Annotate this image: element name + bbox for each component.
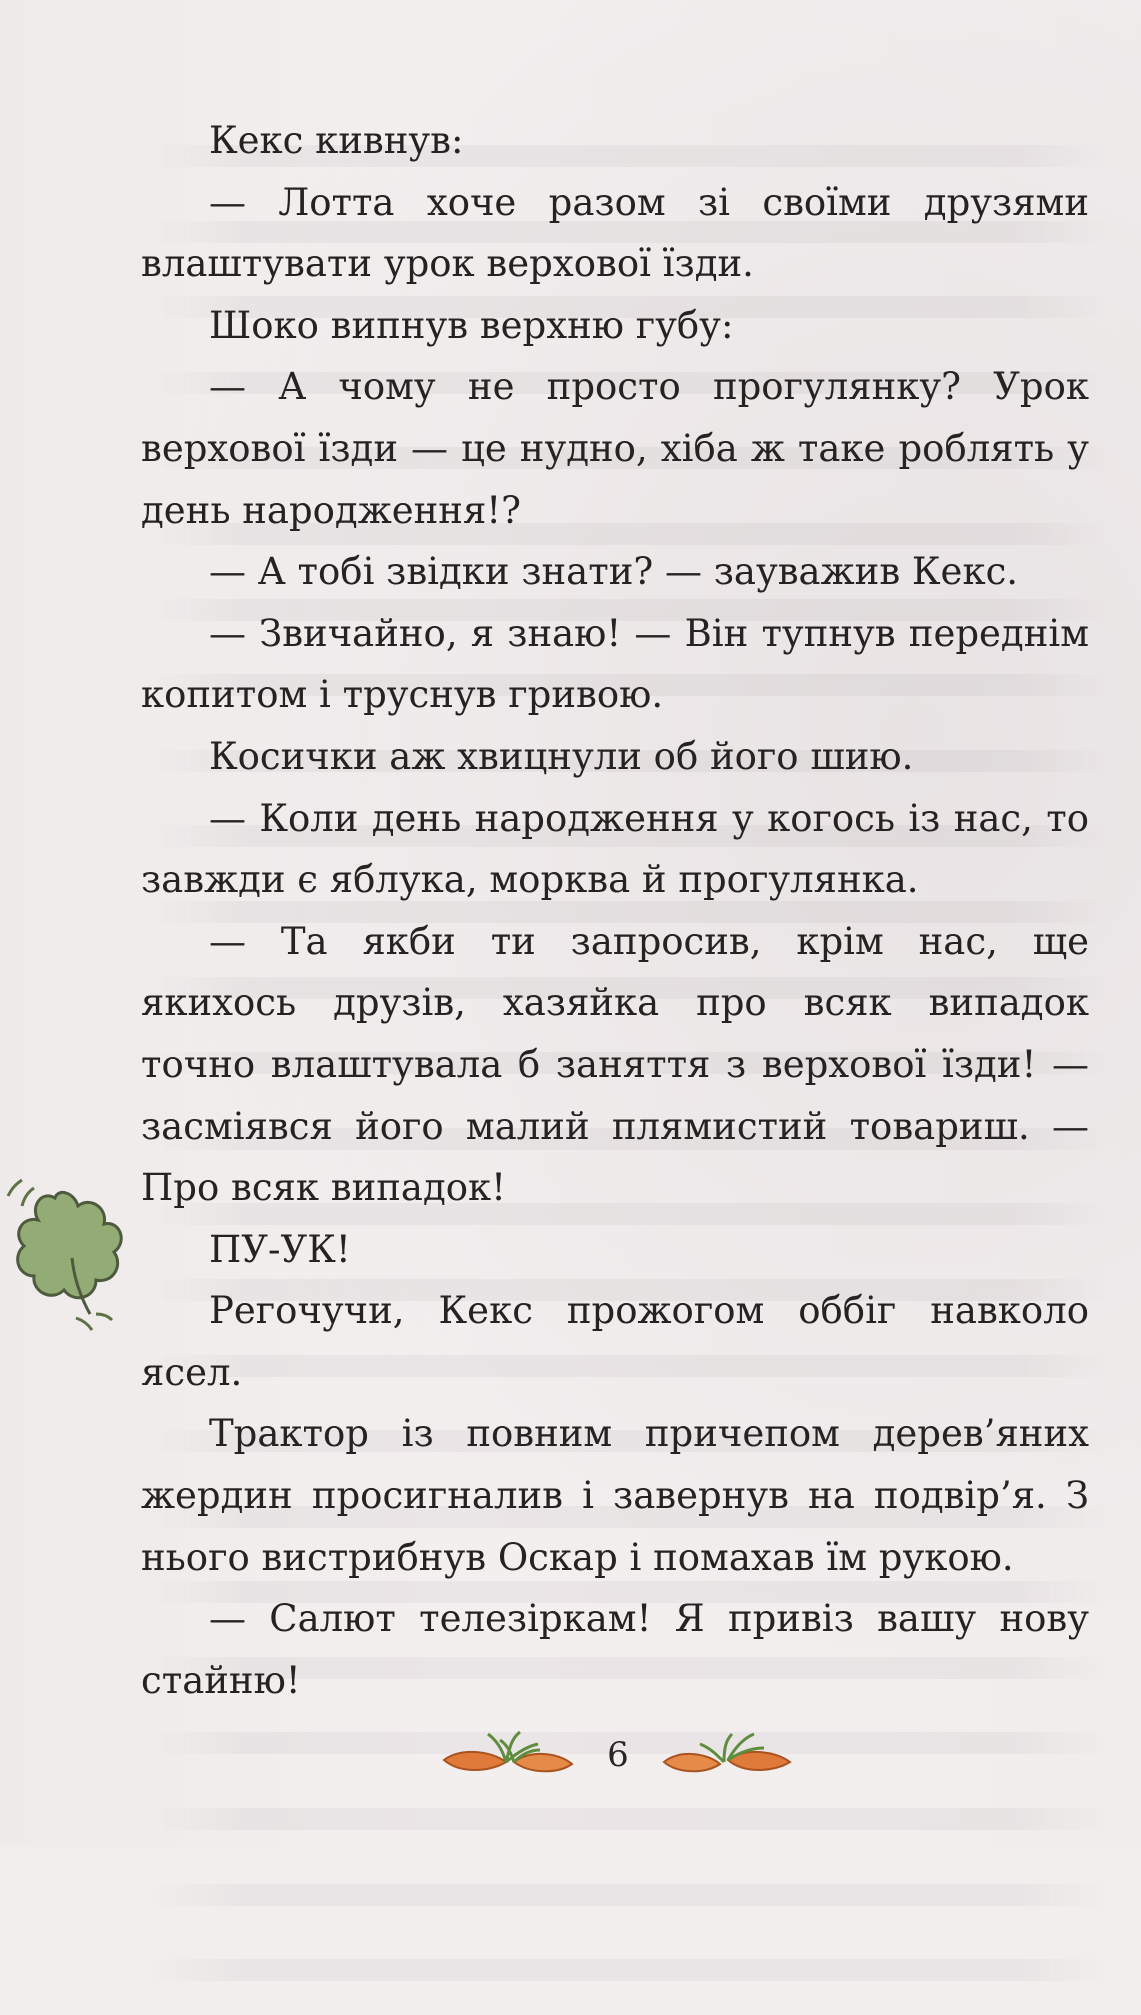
paragraph: Регочучи, Кекс прожогом оббіг навколо ясел. xyxy=(141,1289,1089,1394)
page-footer xyxy=(440,1724,760,1794)
paragraph: — Салют телезіркам! Я привіз вашу нову стайню! xyxy=(141,1597,1089,1702)
paragraph: ПУ-УК! xyxy=(209,1227,351,1271)
paragraph: — Коли день народження у когось із нас, то завжди є яблука, морква й прогулянка. xyxy=(141,796,1089,902)
page-number: 6 xyxy=(607,1735,629,1775)
body-text xyxy=(141,110,1089,1711)
paragraph: — А чому не просто прогулянку? Урок верхової їзди — це нудно, хіба ж таке роблять у день народження!? xyxy=(141,365,1089,532)
paragraph: — Лотта хоче разом зі своїми друзями влаштувати урок верхової їзди. xyxy=(141,180,1089,286)
paragraph: — А тобі звідки знати? — зауважив Кекс. xyxy=(209,550,1019,594)
carrot-left-icon xyxy=(440,1728,590,1788)
paragraph: Кекс кивнув: xyxy=(209,119,464,162)
carrot-right-icon xyxy=(660,1728,810,1788)
paragraph: — Звичайно, я знаю! — Він тупнув переднім копитом і труснув гривою. xyxy=(141,611,1089,717)
paragraph: Трактор із повним причепом дерев’яних жердин просигналив і завернув на подвір’я. З нього вистрибнув Оскар і помахав їм рукою. xyxy=(141,1412,1089,1579)
paragraph: Косички аж хвицнули об його шию. xyxy=(209,734,914,778)
clover-icon xyxy=(0,1168,140,1338)
paragraph: — Та якби ти запросив, крім нас, ще якихось друзів, хазяйка про всяк випадок точно влаштувала б заняття з верхової їзди! — засміявся його малий плямистий товариш. — Про всяк випадок! xyxy=(141,919,1089,1210)
paragraph: Шоко випнув верхню губу: xyxy=(209,303,734,347)
